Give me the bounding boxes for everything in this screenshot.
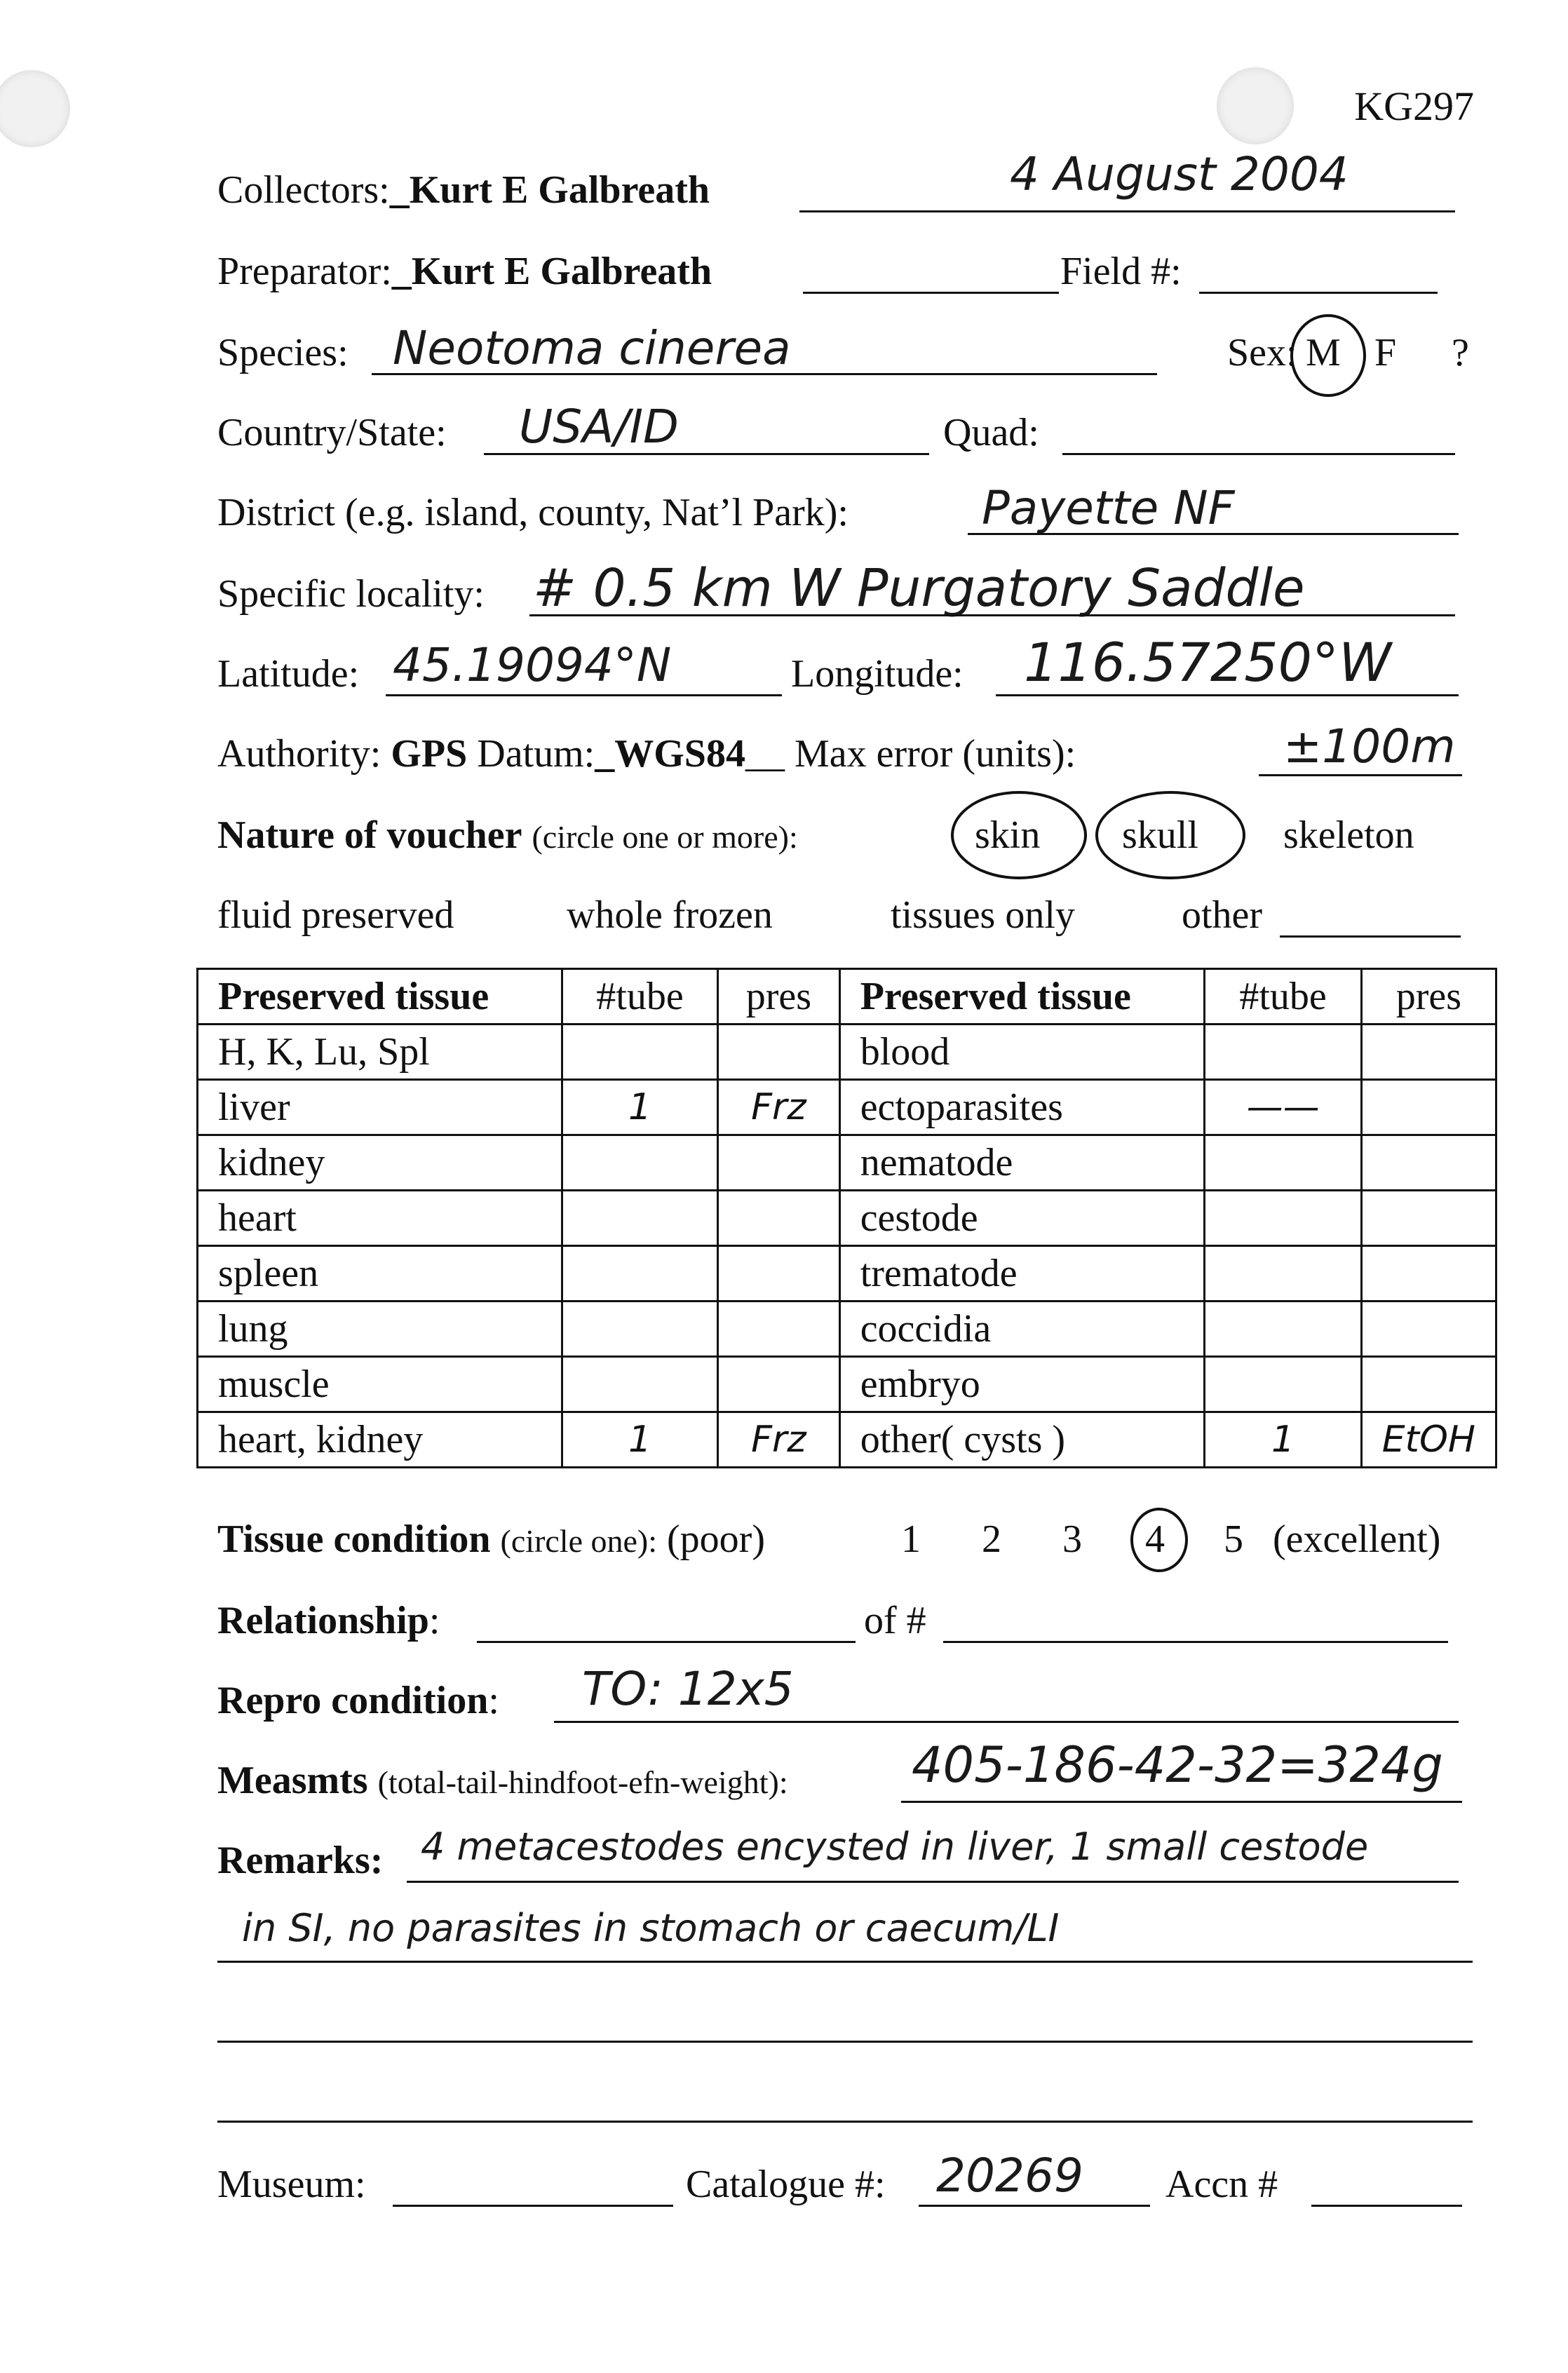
measurements-row <box>217 1756 788 1807</box>
voucher-skin-circle <box>951 791 1087 879</box>
voucher-option-fluid: fluid preserved <box>217 893 454 937</box>
sex-option-m: M <box>1306 331 1341 374</box>
district-label: District (e.g. island, county, Nat’l Park): <box>217 491 849 534</box>
header-preserved-tissue-2: Preserved tissue <box>839 969 1205 1025</box>
tissue-condition-label: Tissue condition <box>217 1517 491 1561</box>
table-row: H, K, Lu, Spl blood <box>198 1025 1496 1080</box>
repro-row: Repro condition: <box>217 1679 499 1722</box>
voucher-option-other: other <box>1182 893 1263 937</box>
relationship-label: Relationship <box>217 1599 429 1642</box>
table-row: muscle embryo <box>198 1357 1496 1412</box>
datum-value: WGS84 <box>614 732 745 776</box>
collection-date: 4 August 2004 <box>1010 147 1349 201</box>
tissue-condition-excellent: (excellent) <box>1273 1517 1441 1561</box>
header-preserved-tissue: Preserved tissue <box>198 969 562 1025</box>
preparator-row: Preparator:_Kurt E Galbreath <box>217 250 712 293</box>
header-tube-2: #tube <box>1205 969 1361 1025</box>
remarks-label: Remarks: <box>217 1839 384 1882</box>
field-number-label: Field #: <box>1060 250 1182 293</box>
table-header-row <box>198 969 1496 1025</box>
catalogue-label: Catalogue #: <box>686 2163 886 2206</box>
table-row: spleen trematode <box>198 1246 1496 1302</box>
voucher-option-skeleton: skeleton <box>1283 813 1414 857</box>
repro-value: TO: 12x5 <box>582 1662 794 1716</box>
species-value: Neotoma cinerea <box>393 321 791 375</box>
preparator-value: Kurt E Galbreath <box>411 250 712 293</box>
voucher-option-skull: skull <box>1122 813 1198 857</box>
relationship-row: Relationship: <box>217 1599 440 1642</box>
remarks-line-2: in SI, no parasites in stomach or caecum/LI <box>242 1906 1060 1950</box>
condition-2: 2 <box>982 1517 1001 1561</box>
voucher-hint: (circle one or more): <box>532 819 798 855</box>
punch-hole-right <box>1217 67 1294 144</box>
collectors-row: Collectors:_Kurt E Galbreath <box>217 168 710 212</box>
sex-option-unknown: ? <box>1452 331 1469 374</box>
max-error-label: Max error (units): <box>794 732 1076 776</box>
quad-label: Quad: <box>943 411 1039 454</box>
tissue-condition-poor: (poor) <box>667 1517 765 1561</box>
specimen-id: KG297 <box>1354 83 1474 129</box>
authority-label: Authority: <box>217 732 381 776</box>
max-error-value: ±100m <box>1283 719 1456 773</box>
tissue-condition-row <box>217 1515 765 1566</box>
locality-label: Specific locality: <box>217 572 485 616</box>
accn-label: Accn # <box>1165 2163 1278 2206</box>
locality-value: # 0.5 km W Purgatory Saddle <box>533 558 1305 618</box>
authority-row: Authority: GPS Datum:_WGS84__ Max error (units): <box>217 732 1076 776</box>
collectors-label: Collectors: <box>217 168 390 212</box>
country-label: Country/State: <box>217 411 447 454</box>
relationship-of-label: of # <box>864 1599 926 1642</box>
repro-label: Repro condition <box>217 1679 489 1722</box>
longitude-value: 116.57250°W <box>1024 631 1392 694</box>
table-row: kidney nematode <box>198 1135 1496 1191</box>
sex-circle <box>1290 314 1366 397</box>
latitude-value: 45.19094°N <box>393 638 672 692</box>
voucher-option-frozen: whole frozen <box>567 893 773 937</box>
condition-4: 4 <box>1145 1517 1165 1561</box>
measurements-hint: (total-tail-hindfoot-efn-weight): <box>377 1764 788 1800</box>
table-row: heart, kidney 1 Frz other( cysts ) 1 EtOH <box>198 1412 1496 1468</box>
voucher-label: Nature of voucher <box>217 813 522 857</box>
preserved-tissue-table <box>196 968 1497 1468</box>
preparator-label: Preparator: <box>217 250 392 293</box>
sex-option-f: F <box>1374 331 1397 374</box>
authority-gps: GPS <box>391 732 468 776</box>
table-row: heart cestode <box>198 1191 1496 1246</box>
measurements-value: 405-186-42-32=324g <box>912 1736 1443 1794</box>
voucher-option-tissues: tissues only <box>891 893 1075 937</box>
condition-5: 5 <box>1224 1517 1243 1561</box>
table-row: lung coccidia <box>198 1302 1496 1357</box>
voucher-option-skin: skin <box>975 813 1041 857</box>
species-label: Species: <box>217 331 349 374</box>
longitude-label: Longitude: <box>791 652 964 696</box>
tissue-condition-hint: (circle one): <box>500 1523 658 1559</box>
voucher-row <box>217 811 798 862</box>
condition-1: 1 <box>901 1517 921 1561</box>
header-pres: pres <box>718 969 840 1025</box>
condition-3: 3 <box>1062 1517 1082 1561</box>
condition-circle <box>1130 1508 1188 1572</box>
punch-hole-left <box>0 70 70 147</box>
sex-label: Sex: <box>1227 331 1297 374</box>
table-row: liver 1 Frz ectoparasites —— <box>198 1080 1496 1135</box>
header-pres-2: pres <box>1361 969 1496 1025</box>
district-value: Payette NF <box>982 481 1235 535</box>
datum-label: Datum: <box>477 732 595 776</box>
collectors-value: Kurt E Galbreath <box>409 168 710 212</box>
museum-label: Museum: <box>217 2163 366 2206</box>
remarks-line-1: 4 metacestodes encysted in liver, 1 small cestode <box>421 1825 1369 1869</box>
measurements-label: Measmts <box>217 1759 368 1802</box>
catalogue-value: 20269 <box>936 2149 1083 2203</box>
latitude-label: Latitude: <box>217 652 360 696</box>
country-value: USA/ID <box>519 400 679 454</box>
header-tube: #tube <box>562 969 717 1025</box>
voucher-skull-circle <box>1095 791 1245 879</box>
